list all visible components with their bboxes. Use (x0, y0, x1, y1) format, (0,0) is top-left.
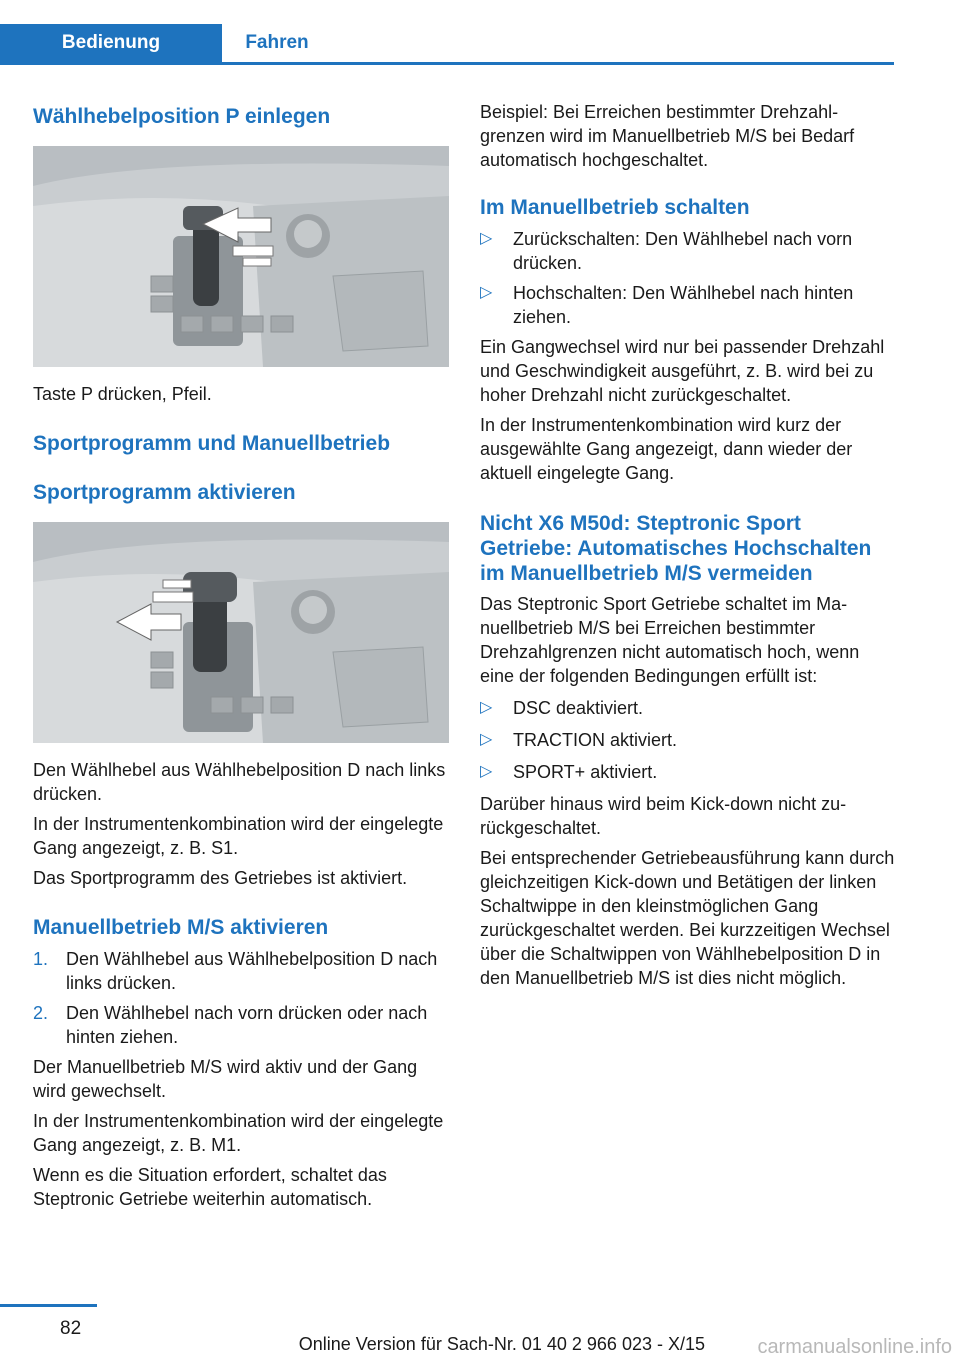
chapter-tabbar (0, 24, 894, 65)
list-item-text: DSC deaktiviert. (513, 698, 644, 718)
tab-fahren[interactable]: Fahren (245, 32, 309, 53)
list-item (480, 760, 896, 784)
triangle-right-icon: ▷ (480, 284, 493, 301)
sport-para-1: Den Wählhebel aus Wählhebelposition D nach links drücken. (33, 760, 446, 804)
manual-para-2: In der Instrumentenkombination wird der eingelegte Gang angezeigt, z. B. M1. (33, 1111, 444, 1155)
manual-para-1: Der Manuellbetrieb M/S wird aktiv und der Gang wird gewechselt. (33, 1057, 418, 1101)
step-text: Den Wählhebel aus Wählhebelposition D nach links drücken. (66, 949, 438, 993)
heading-sport-manual: Sportprogramm und Manuellbetrieb (33, 432, 391, 455)
caption-press-p: Taste P drücken, Pfeil. (33, 384, 212, 404)
step-number: 2. (33, 1003, 49, 1023)
list-item (33, 947, 449, 995)
triangle-right-icon: ▷ (480, 763, 493, 780)
not-x6-para: Das Steptronic Sport Getriebe schaltet im Manuellbetrieb M/S bei Erreichen bestimmter Drehzahlgrenzen nicht automatisch hoch, wenn eine der folgenden Bedingungen erfüllt ist: (480, 594, 860, 686)
online-version-note: Online Version für Sach-Nr. 01 40 2 966 023 - X/15 (298, 1334, 705, 1354)
list-item-text: SPORT+ aktiviert. (513, 762, 658, 782)
step-text: Den Wählhebel nach vorn drücken oder nach hinten ziehen. (66, 1003, 428, 1047)
list-item (480, 227, 896, 275)
gear-selector-photo-sport (33, 522, 449, 743)
example-para: Beispiel: Bei Erreichen bestimmter Drehzahlgrenzen wird im Manuellbetrieb M/S bei Bedarf automatisch hochgeschaltet. (480, 102, 855, 170)
list-item (480, 696, 896, 720)
page-number: 82 (60, 1318, 82, 1339)
shift-para-2: In der Instrumentenkombination wird kurz der ausgewählte Gang angezeigt, dann wieder der aktuell eingelegte Gang. (480, 415, 853, 483)
step-number: 1. (33, 949, 49, 969)
triangle-right-icon: ▷ (480, 230, 493, 247)
left-column (33, 100, 449, 1211)
sport-para-2: In der Instrumentenkombination wird der eingelegte Gang angezeigt, z. B. S1. (33, 814, 444, 858)
heading-select-p: Wählhebelposition P einlegen (33, 105, 331, 128)
heading-sport-activate: Sportprogramm aktivieren (33, 481, 296, 504)
manual-steps-list (33, 947, 449, 1049)
list-item (480, 281, 896, 329)
right-column (480, 100, 896, 990)
conditions-list (480, 696, 896, 784)
shift-list (480, 227, 896, 329)
kickdown-para: Darüber hinaus wird beim Kick-down nicht zurückgeschaltet. (480, 794, 847, 838)
triangle-right-icon: ▷ (480, 731, 493, 748)
sport-para-3: Das Sportprogramm des Getriebes ist aktiviert. (33, 868, 408, 888)
watermark: carmanualsonline.info (757, 1336, 952, 1358)
triangle-right-icon: ▷ (480, 699, 493, 716)
heading-manual-activate: Manuellbetrieb M/S aktivieren (33, 916, 329, 939)
footer-rule (0, 1304, 97, 1307)
list-item-text: Zurückschalten: Den Wählhebel nach vorn drücken. (513, 229, 853, 273)
list-item (480, 728, 896, 752)
list-item (33, 1001, 449, 1049)
tab-bedienung[interactable]: Bedienung (0, 24, 222, 62)
gear-selector-photo-p (33, 146, 449, 367)
list-item-text: Hochschalten: Den Wählhebel nach hinten ziehen. (513, 283, 854, 327)
paddle-para: Bei entsprechender Getriebeausführung kann durch gleichzeitigen Kick-down und Betätigen der linken Schaltwippe in den kleinstmöglichen Gang zurückgeschaltet werden. Bei kurzzeitigen Wechsel über die Schaltwippen von Wählhebelposition D in den Manuellbetrieb M/S ist dies nicht möglich. (480, 848, 895, 988)
heading-not-x6: Nicht X6 M50d: Steptronic Sport Getriebe: Automatisches Hochschalten im Manuellbetrieb M/S vermeiden (480, 512, 872, 585)
list-item-text: TRACTION aktiviert. (513, 730, 678, 750)
shift-para-1: Ein Gangwechsel wird nur bei passender Drehzahl und Geschwindigkeit ausgeführt, z. B. wird bei zu hoher Drehzahl nicht zurückgeschaltet. (480, 337, 885, 405)
heading-manual-shift: Im Manuellbetrieb schalten (480, 196, 750, 219)
manual-para-3: Wenn es die Situation erfordert, schaltet das Steptronic Getriebe weiterhin automatisch. (33, 1165, 387, 1209)
